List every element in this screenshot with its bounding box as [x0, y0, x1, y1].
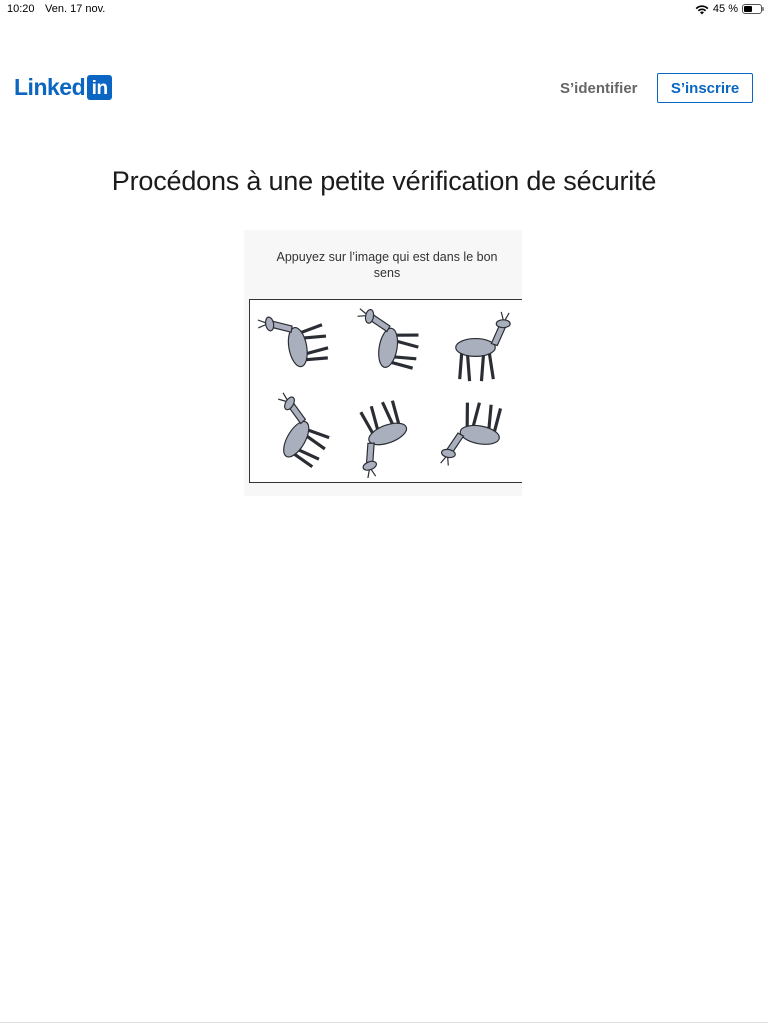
status-bar	[0, 0, 768, 20]
captcha-tile-2[interactable]	[341, 300, 433, 392]
deer-figurine-icon	[341, 391, 432, 482]
captcha-tile-1[interactable]	[250, 300, 342, 392]
captcha-challenge	[244, 230, 522, 496]
join-button[interactable]: S’inscrire	[657, 73, 753, 103]
logo-in-box: in	[87, 75, 112, 100]
captcha-tile-4[interactable]	[250, 391, 342, 483]
deer-figurine-icon	[432, 300, 522, 391]
deer-figurine-icon	[250, 300, 341, 391]
status-indicators	[695, 2, 762, 16]
deer-figurine-icon	[341, 300, 432, 391]
battery-percentage: 45 %	[712, 3, 738, 15]
captcha-tile-6[interactable]	[432, 391, 522, 483]
captcha-tile-3[interactable]	[432, 300, 522, 392]
status-time: 10:20	[7, 3, 35, 15]
captcha-instruction: Appuyez sur l’image qui est dans le bon sens	[276, 250, 498, 280]
linkedin-logo[interactable]	[14, 74, 112, 100]
deer-figurine-icon	[250, 391, 341, 482]
signin-link[interactable]: S’identifier	[560, 80, 638, 97]
battery-icon	[742, 4, 762, 14]
captcha-grid	[249, 299, 522, 483]
page-title: Procédons à une petite vérification de sécurité	[111, 166, 657, 196]
deer-figurine-icon	[432, 391, 522, 482]
bottom-divider	[0, 1022, 768, 1023]
wifi-icon	[695, 4, 709, 15]
status-date: Ven. 17 nov.	[45, 3, 106, 15]
site-header	[0, 72, 768, 104]
captcha-tile-5[interactable]	[341, 391, 433, 483]
logo-text: Linked	[14, 74, 86, 100]
